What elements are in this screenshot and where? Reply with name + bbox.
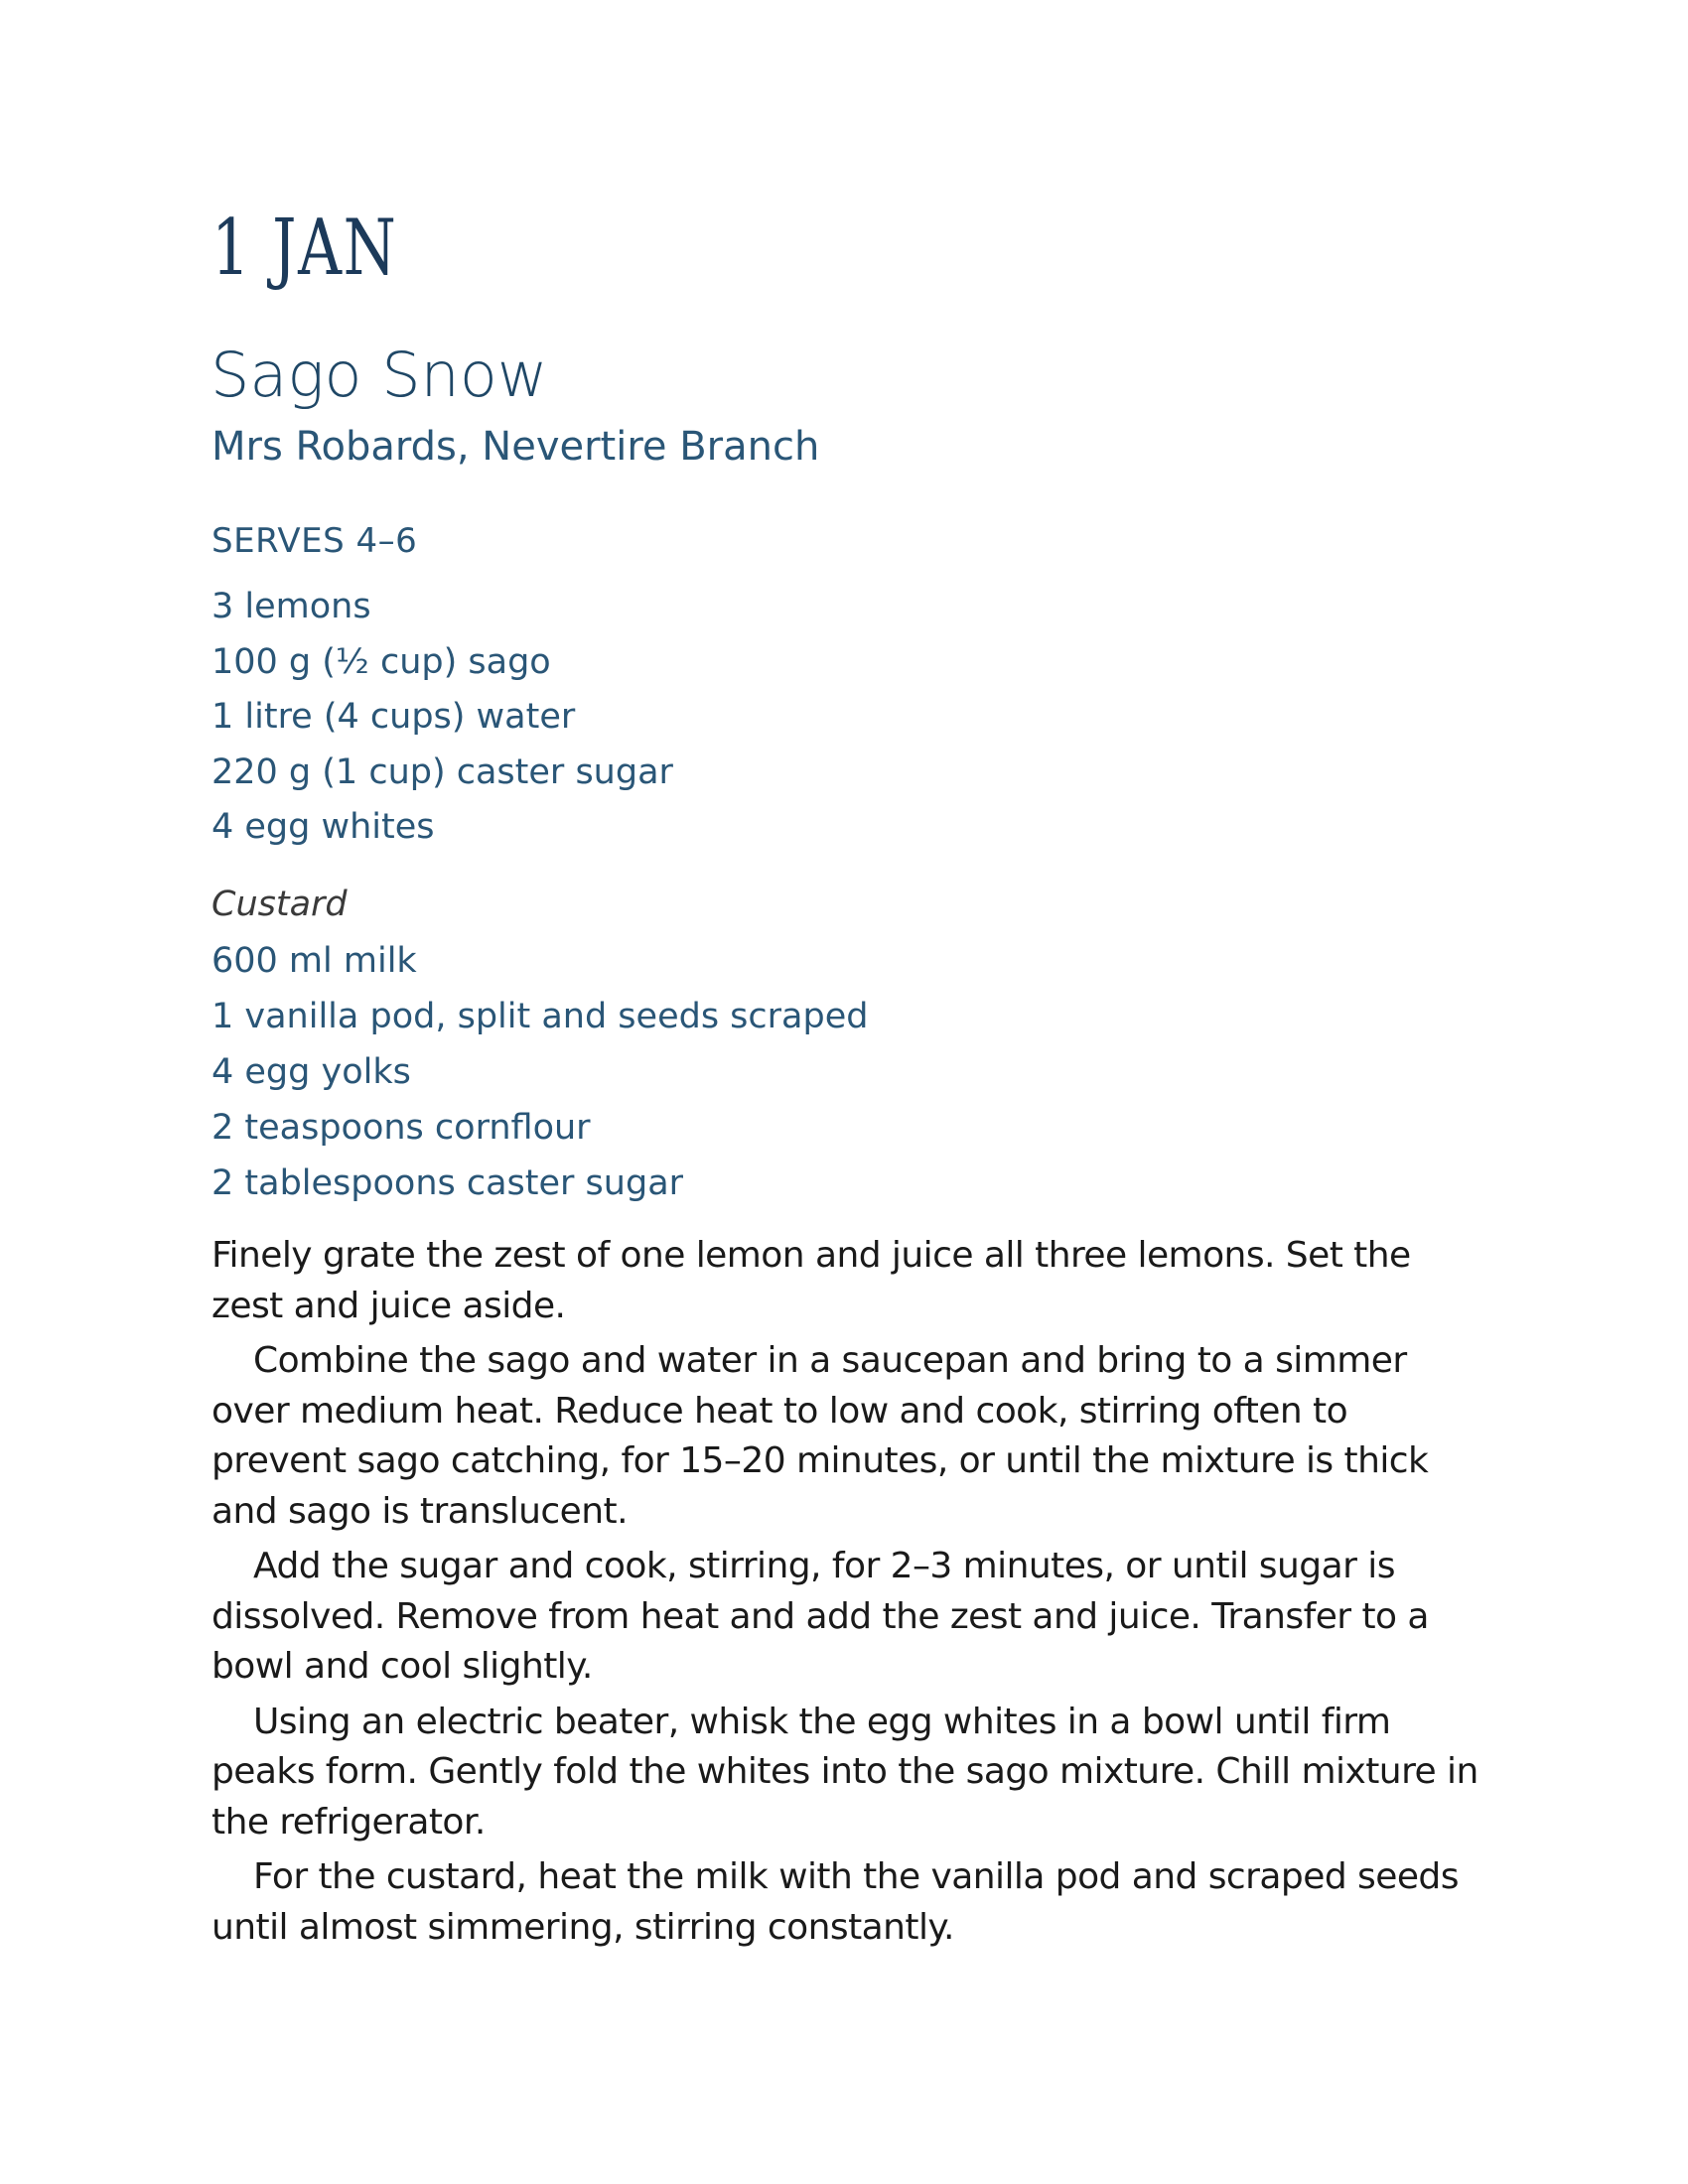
method-paragraph: Combine the sago and water in a saucepan and bring to a simmer over medium heat. Reduce heat to low and cook, stirring often to prevent sago catching, for 15–20 minutes, or until the mixture is thick and sago is translucent. [211,1340,1429,1532]
method-paragraph: For the custard, heat the milk with the vanilla pod and scraped seeds until almost simmering, stirring constantly. [211,1856,1459,1948]
method-paragraph: Finely grate the zest of one lemon and juice all three lemons. Set the zest and juice aside. [211,1235,1411,1326]
custard-subheading: Custard [211,885,348,924]
custard-ingredient-list [211,933,868,1211]
custard-ingredient-item: 1 vanilla pod, split and seeds scraped [211,997,869,1036]
date-heading: 1 JAN [211,204,398,293]
serves-label: SERVES 4–6 [211,521,418,561]
recipe-author: Mrs Robards, Nevertire Branch [211,424,820,470]
custard-ingredient-item: 2 tablespoons caster sugar [211,1163,684,1203]
ingredient-list [211,580,673,856]
custard-ingredient-item: 4 egg yolks [211,1052,411,1092]
ingredient-item: 100 g (½ cup) sago [211,641,551,682]
recipe-title: Sago Snow [211,339,548,411]
ingredient-item: 4 egg whites [211,807,435,848]
method-paragraph: Using an electric beater, whisk the egg whites in a bowl until firm peaks form. Gently fold the whites into the sago mixture. Chill mixture in the refrigerator. [211,1701,1478,1843]
custard-ingredient-item: 2 teaspoons cornflour [211,1108,591,1148]
method-section [211,1231,1482,1958]
ingredient-item: 220 g (1 cup) caster sugar [211,751,673,792]
ingredient-item: 1 litre (4 cups) water [211,697,576,738]
method-paragraph: Add the sugar and cook, stirring, for 2–3 minutes, or until sugar is dissolved. Remove from heat and add the zest and juice. Transfer to a bowl and cool slightly. [211,1546,1429,1687]
ingredient-item: 3 lemons [211,587,371,626]
custard-ingredient-item: 600 ml milk [211,941,417,981]
